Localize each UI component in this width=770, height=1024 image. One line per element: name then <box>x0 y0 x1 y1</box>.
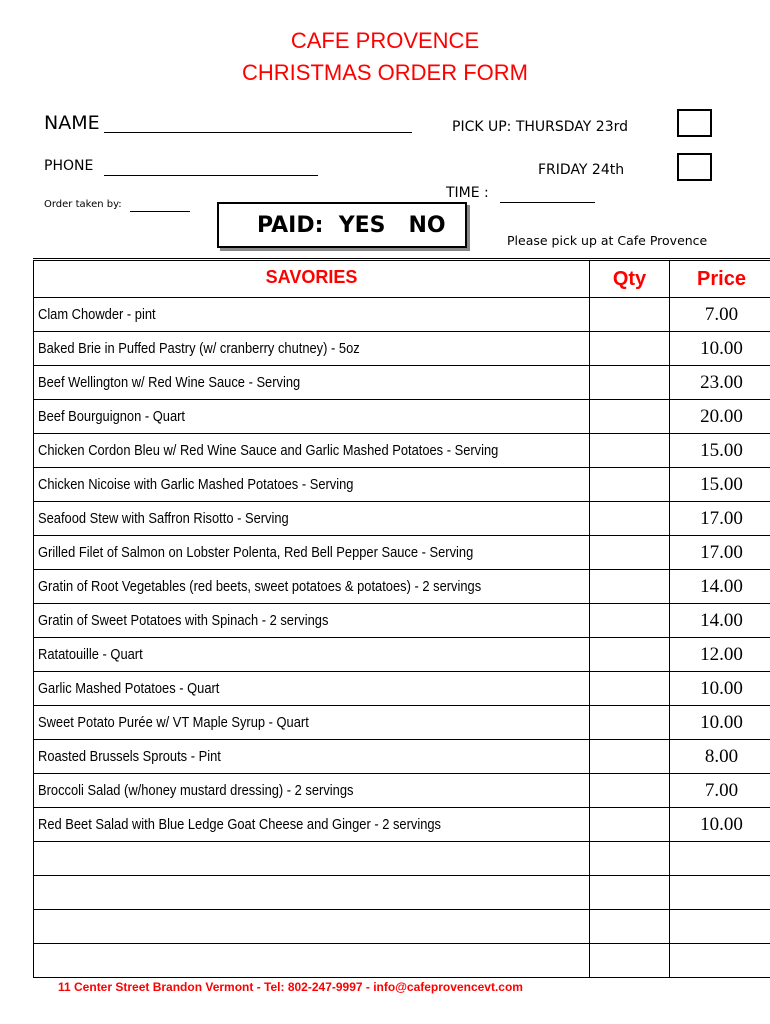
blank-item-field[interactable] <box>34 910 590 944</box>
menu-item-name-text: Beef Wellington w/ Red Wine Sauce - Serving <box>38 374 301 391</box>
menu-item-price: 12.00 <box>670 638 770 672</box>
pickup-note: Please pick up at Cafe Provence <box>507 233 708 248</box>
menu-item-name <box>34 638 590 672</box>
blank-price-field[interactable] <box>670 944 770 978</box>
pickup-friday-label: FRIDAY 24th <box>538 162 625 178</box>
blank-price-field[interactable] <box>670 876 770 910</box>
menu-item-row <box>34 740 770 774</box>
menu-item-qty-field[interactable] <box>590 740 670 774</box>
blank-qty-field[interactable] <box>590 944 670 978</box>
menu-item-name-text: Grilled Filet of Salmon on Lobster Polenta, Red Bell Pepper Sauce - Serving <box>38 544 474 561</box>
menu-item-price: 10.00 <box>670 706 770 740</box>
menu-header-row <box>34 260 770 298</box>
menu-item-price: 7.00 <box>670 298 770 332</box>
menu-item-qty-field[interactable] <box>590 570 670 604</box>
menu-item-row <box>34 638 770 672</box>
menu-item-qty-field[interactable] <box>590 366 670 400</box>
menu-item-row <box>34 366 770 400</box>
menu-item-price: 14.00 <box>670 570 770 604</box>
order-taken-field[interactable] <box>130 211 190 212</box>
menu-item-name-text: Broccoli Salad (w/honey mustard dressing) - 2 servings <box>38 782 354 799</box>
blank-row <box>34 944 770 978</box>
menu-item-name <box>34 468 590 502</box>
form-title-order: CHRISTMAS ORDER FORM <box>242 60 528 85</box>
pickup-thursday-checkbox[interactable] <box>677 109 712 137</box>
price-header: Price <box>670 260 770 298</box>
menu-item-name <box>34 672 590 706</box>
blank-qty-field[interactable] <box>590 910 670 944</box>
blank-row <box>34 910 770 944</box>
paid-status-box[interactable] <box>217 202 467 248</box>
menu-item-name-text: Sweet Potato Purée w/ VT Maple Syrup - Quart <box>38 714 309 731</box>
menu-item-qty-field[interactable] <box>590 604 670 638</box>
menu-item-name <box>34 434 590 468</box>
menu-item-name-text: Ratatouille - Quart <box>38 646 143 663</box>
time-field[interactable] <box>500 202 595 203</box>
menu-item-name-text: Chicken Cordon Bleu w/ Red Wine Sauce and Garlic Mashed Potatoes - Serving <box>38 442 499 459</box>
blank-item-field[interactable] <box>34 944 590 978</box>
menu-item-name <box>34 740 590 774</box>
blank-qty-field[interactable] <box>590 876 670 910</box>
menu-item-price: 10.00 <box>670 672 770 706</box>
menu-item-name-text: Seafood Stew with Saffron Risotto - Serving <box>38 510 289 527</box>
name-label: NAME <box>44 112 100 134</box>
blank-row <box>34 876 770 910</box>
menu-item-name <box>34 400 590 434</box>
menu-item-price: 7.00 <box>670 774 770 808</box>
menu-item-qty-field[interactable] <box>590 638 670 672</box>
menu-table <box>33 258 770 978</box>
phone-label: PHONE <box>44 158 94 174</box>
menu-item-name-text: Garlic Mashed Potatoes - Quart <box>38 680 220 697</box>
pickup-friday-checkbox[interactable] <box>677 153 712 181</box>
qty-header: Qty <box>590 260 670 298</box>
menu-item-name-text: Red Beet Salad with Blue Ledge Goat Cheese and Ginger - 2 servings <box>38 816 442 833</box>
menu-item-name <box>34 706 590 740</box>
menu-item-price: 14.00 <box>670 604 770 638</box>
blank-row <box>34 842 770 876</box>
menu-item-row <box>34 774 770 808</box>
menu-item-qty-field[interactable] <box>590 468 670 502</box>
menu-item-name-text: Clam Chowder - pint <box>38 306 156 323</box>
order-taken-label: Order taken by: <box>44 199 122 210</box>
menu-item-qty-field[interactable] <box>590 672 670 706</box>
menu-item-name <box>34 774 590 808</box>
menu-item-row <box>34 298 770 332</box>
menu-item-price: 8.00 <box>670 740 770 774</box>
menu-item-qty-field[interactable] <box>590 706 670 740</box>
menu-item-price: 10.00 <box>670 332 770 366</box>
menu-item-qty-field[interactable] <box>590 400 670 434</box>
menu-item-row <box>34 604 770 638</box>
phone-field[interactable] <box>104 175 318 176</box>
menu-item-row <box>34 808 770 842</box>
menu-item-qty-field[interactable] <box>590 536 670 570</box>
savories-header: SAVORIES <box>34 260 590 298</box>
menu-item-qty-field[interactable] <box>590 332 670 366</box>
blank-price-field[interactable] <box>670 910 770 944</box>
menu-item-price: 23.00 <box>670 366 770 400</box>
menu-item-name-text: Baked Brie in Puffed Pastry (w/ cranberry chutney) - 5oz <box>38 340 360 357</box>
menu-item-qty-field[interactable] <box>590 774 670 808</box>
menu-item-name <box>34 536 590 570</box>
menu-item-name <box>34 570 590 604</box>
menu-item-name-text: Chicken Nicoise with Garlic Mashed Potatoes - Serving <box>38 476 354 493</box>
blank-price-field[interactable] <box>670 842 770 876</box>
form-title-cafe: CAFE PROVENCE <box>290 28 480 53</box>
menu-item-row <box>34 570 770 604</box>
menu-item-name-text: Roasted Brussels Sprouts - Pint <box>38 748 221 765</box>
menu-item-row <box>34 400 770 434</box>
menu-item-name <box>34 604 590 638</box>
menu-item-row <box>34 434 770 468</box>
menu-item-price: 15.00 <box>670 468 770 502</box>
menu-item-row <box>34 706 770 740</box>
menu-item-name-text: Beef Bourguignon - Quart <box>38 408 186 425</box>
menu-item-price: 17.00 <box>670 502 770 536</box>
name-field[interactable] <box>104 132 412 133</box>
menu-item-row <box>34 332 770 366</box>
menu-item-name <box>34 366 590 400</box>
blank-item-field[interactable] <box>34 876 590 910</box>
blank-qty-field[interactable] <box>590 842 670 876</box>
footer-contact: 11 Center Street Brandon Vermont - Tel: 802-247-9997 - info@cafeprovencevt.com <box>58 980 523 994</box>
menu-item-row <box>34 502 770 536</box>
time-label: TIME : <box>446 185 489 201</box>
menu-item-row <box>34 468 770 502</box>
menu-item-name-text: Gratin of Root Vegetables (red beets, sweet potatoes & potatoes) - 2 servings <box>38 578 482 595</box>
menu-item-name <box>34 298 590 332</box>
menu-item-qty-field[interactable] <box>590 808 670 842</box>
menu-item-price: 20.00 <box>670 400 770 434</box>
blank-item-field[interactable] <box>34 842 590 876</box>
menu-item-qty-field[interactable] <box>590 298 670 332</box>
menu-item-qty-field[interactable] <box>590 434 670 468</box>
menu-item-price: 10.00 <box>670 808 770 842</box>
menu-item-price: 17.00 <box>670 536 770 570</box>
menu-item-row <box>34 672 770 706</box>
menu-item-name <box>34 332 590 366</box>
pickup-thursday-label: PICK UP: THURSDAY 23rd <box>452 119 629 135</box>
menu-item-price: 15.00 <box>670 434 770 468</box>
menu-item-row <box>34 536 770 570</box>
menu-item-name-text: Gratin of Sweet Potatoes with Spinach - 2 servings <box>38 612 329 629</box>
menu-item-name <box>34 502 590 536</box>
menu-item-qty-field[interactable] <box>590 502 670 536</box>
menu-item-name <box>34 808 590 842</box>
paid-status-label: PAID: YES NO <box>257 212 446 238</box>
